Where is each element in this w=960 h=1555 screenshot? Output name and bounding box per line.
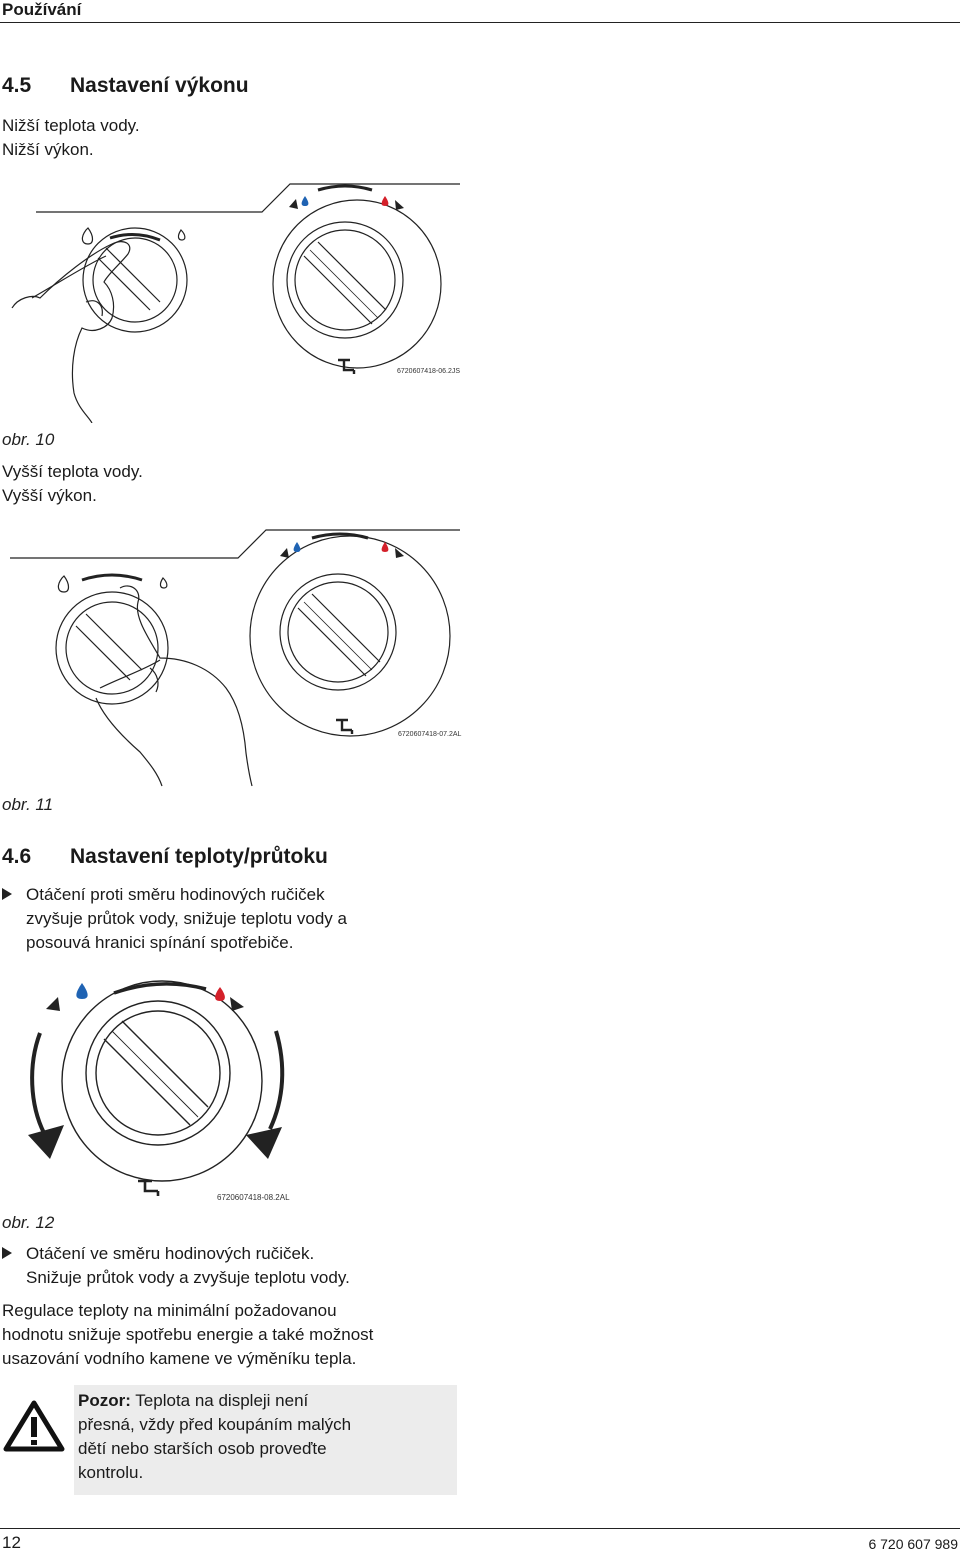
- warning-icon-column: [0, 1385, 74, 1495]
- paragraph-line: usazování vodního kamene ve výměníku tepla.: [2, 1349, 357, 1368]
- figure-10-caption: obr. 10: [2, 430, 55, 449]
- bullet-2-line: Snižuje průtok vody a zvyšuje teplotu vody.: [26, 1268, 350, 1287]
- footer-rule: [0, 1528, 960, 1529]
- figure-11-caption: obr. 11: [2, 795, 54, 814]
- warning-box: [0, 1385, 457, 1495]
- heading-title: Nastavení teploty/průtoku: [70, 845, 328, 868]
- figure-10-code: 6720607418-06.2JS: [397, 368, 461, 375]
- arrow-cw-icon: [246, 1127, 282, 1159]
- flame-icon: [58, 576, 68, 592]
- hot-drop-icon: [382, 196, 389, 206]
- text-lower-power: Nižší výkon.: [2, 140, 94, 159]
- heading-number: 4.6: [2, 845, 32, 868]
- cold-drop-icon: [302, 196, 309, 206]
- bullet-1-line: posouvá hranici spínání spotřebiče.: [26, 933, 294, 952]
- figure-12-caption: obr. 12: [2, 1213, 55, 1232]
- bullet-1-line: zvyšuje průtok vody, snižuje teplotu vody a: [26, 909, 347, 928]
- running-header: Používání: [2, 0, 82, 19]
- warning-line: dětí nebo starších osob proveďte: [78, 1439, 327, 1458]
- warning-line: kontrolu.: [78, 1463, 144, 1482]
- bullet-item-2: [2, 1242, 442, 1290]
- paragraph-line: hodnotu snižuje spotřebu energie a také možnost: [2, 1325, 374, 1344]
- flame-small-icon: [178, 230, 184, 240]
- document-number: 6 720 607 989: [868, 1536, 958, 1552]
- warning-text: [78, 1389, 438, 1485]
- warning-label: Pozor:: [78, 1391, 131, 1410]
- tap-icon: [138, 1181, 158, 1196]
- bullet-1-line: Otáčení proti směru hodinových ručiček: [26, 885, 325, 904]
- warning-first-line: Teplota na displeji není: [130, 1391, 309, 1410]
- tap-icon: [336, 720, 352, 734]
- paragraph-line: Regulace teploty na minimální požadovanou: [2, 1301, 337, 1320]
- warning-line: přesná, vždy před koupáním malých: [78, 1415, 352, 1434]
- text-higher-power: Vyšší výkon.: [2, 486, 97, 505]
- warning-line-1: [78, 1389, 438, 1413]
- page-number: 12: [2, 1533, 21, 1552]
- figure-12-code: 6720607418-08.2AL: [217, 1193, 290, 1202]
- heading-4-5: [2, 74, 249, 98]
- figure-12: [20, 975, 320, 1200]
- arrow-ccw-icon: [28, 1125, 64, 1159]
- bullet-arrow-icon: [2, 888, 12, 900]
- bullet-arrow-icon: [2, 1247, 12, 1259]
- figure-11-code: 6720607418-07.2AL: [398, 731, 462, 738]
- cold-drop-icon: [76, 983, 87, 999]
- flame-icon: [82, 228, 92, 244]
- bullet-2-line: Otáčení ve směru hodinových ručiček.: [26, 1244, 315, 1263]
- hot-drop-icon: [215, 987, 225, 1001]
- text-lower-temp: Nižší teplota vody.: [2, 116, 140, 135]
- header-rule: [0, 22, 960, 23]
- heading-title: Nastavení výkonu: [70, 74, 249, 97]
- heading-4-6: [2, 845, 328, 869]
- cold-drop-icon: [294, 542, 301, 552]
- bullet-item-1: [2, 883, 442, 955]
- figure-10: [0, 178, 460, 423]
- warning-triangle-icon: [0, 1385, 74, 1495]
- text-higher-temp: Vyšší teplota vody.: [2, 462, 143, 481]
- flame-small-icon: [160, 578, 166, 588]
- figure-11: [0, 528, 460, 788]
- heading-number: 4.5: [2, 74, 32, 97]
